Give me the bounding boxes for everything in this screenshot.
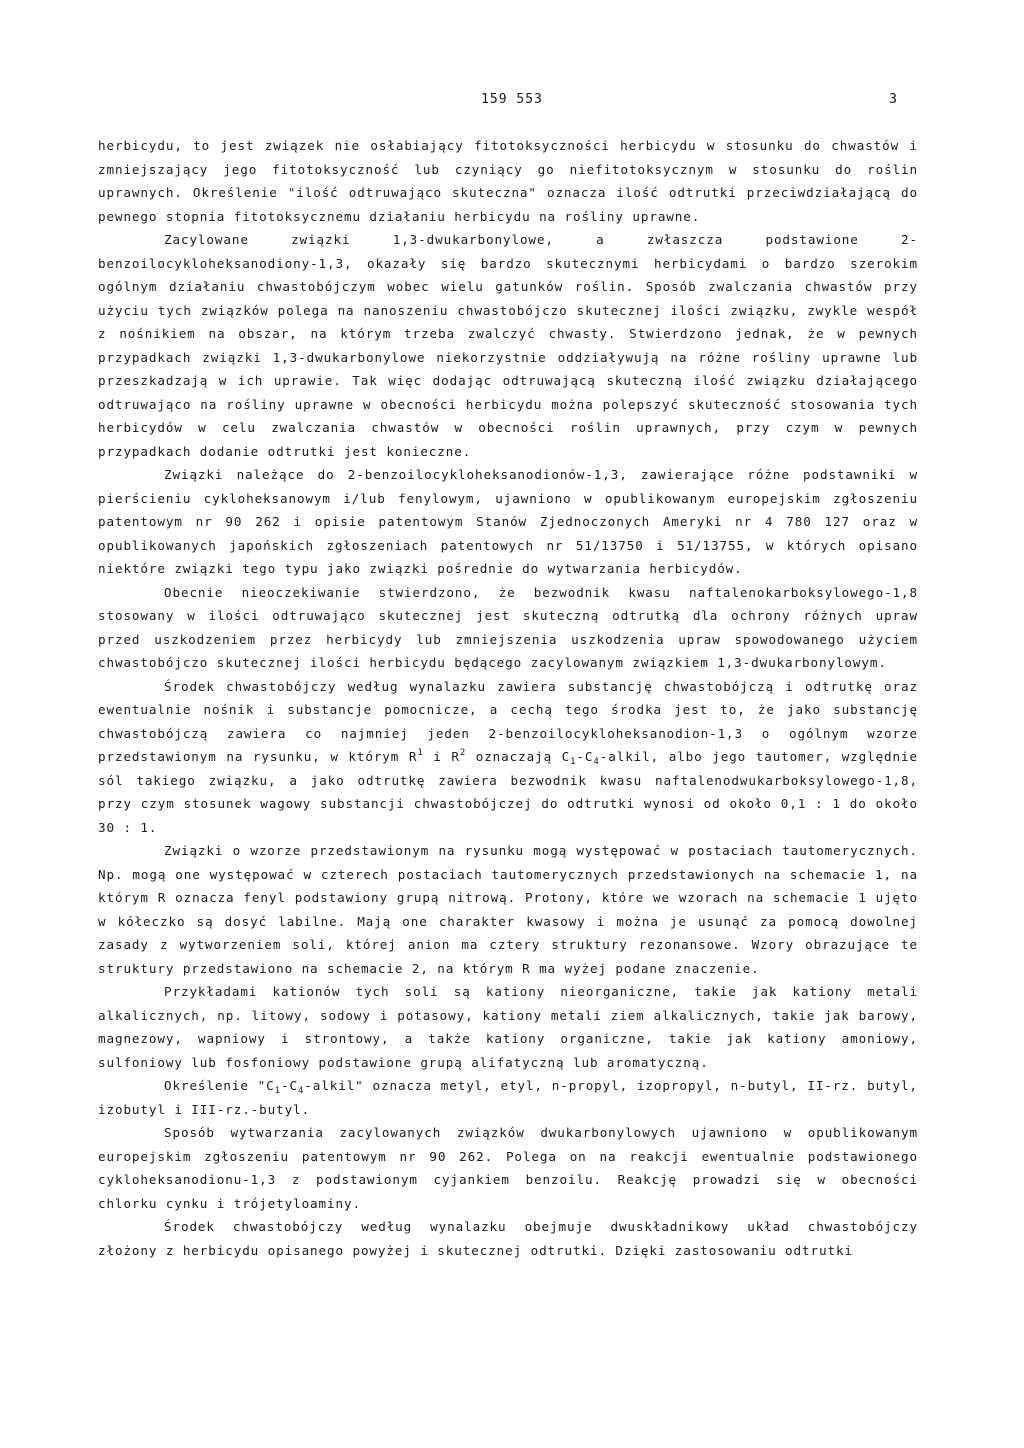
patent-number: 159 553 [481, 92, 543, 107]
text-run: -C [576, 749, 594, 764]
text-run: Określenie "C [164, 1078, 275, 1093]
paragraph: Związki o wzorze przedstawionym na rysunku mogą występować w postaciach tautomerycznych. Np. mogą one występować w czterech postaciach tautomerycznych przedstawionych na schemacie 1, na którym R oznacza fenyl podstawiony grupą nitrową. Protony, które we wzorach na schemacie 1 ujęto w kółeczko są dosyć labilne. Mają one charakter kwasowy i można je usunąć za pomocą dowolnej zasady z wytworzeniem soli, której anion ma cztery struktury rezonansowe. Wzory obrazujące te struktury przedstawiono na schemacie 2, na którym R ma wyżej podane znaczenie. [98, 843, 918, 976]
paragraph: Obecnie nieoczekiwanie stwierdzono, że bezwodnik kwasu naftalenokarboksylowego-1,8 stosowany w ilości odtruwająco skutecznej jest skuteczną odtrutką dla ochrony różnych upraw przed uszkodzeniem przez herbicydy lub zmniejszenia uszkodzenia upraw spowodowanego użyciem chwastobójczo skutecznej ilości herbicydu będącego zacylowanym związkiem 1,3-dwukarbonylowym. [98, 584, 918, 670]
paragraph: Przykładami kationów tych soli są kationy nieorganiczne, takie jak kationy metali alkalicznych, np. litowy, sodowy i potasowy, kationy metali ziem alkalicznych, takie jak barowy, magnezowy, wapniowy i strontowy, a także kationy organiczne, takie jak kationy amoniowy, sulfoniowy lub fosfoniowy podstawione grupą alifatyczną lub aromatyczną. [98, 984, 918, 1070]
paragraph: Środek chwastobójczy według wynalazku obejmuje dwuskładnikowy układ chwastobójczy złożony z herbicydu opisanego powyżej i skutecznej odtrutki. Dzięki zastosowaniu odtrutki [98, 1219, 918, 1258]
subscript: 4 [593, 757, 600, 767]
paragraph: Sposób wytwarzania zacylowanych związków dwukarbonylowych ujawniono w opublikowanym europejskim zgłoszeniu patentowym nr 90 262. Polega on na reakcji ewentualnie podstawionego cykloheksanodionu-1,3 z podstawionym cyjankiem benzoilu. Reakcję prowadzi się w obecności chlorku cynku i trójetyloaminy. [98, 1125, 918, 1211]
paragraph [98, 675, 918, 840]
text-run: Środek chwastobójczy według wynalazku zawiera substancję chwastobójczą i odtrutkę oraz ewentualnie nośnik i substancje pomocnicze, a cechą tego środka jest to, że jako substancję chwastobójczą zawiera co najmniej jeden 2-benzoilocykloheksanodion-1,3 o ogólnym wzorze przedstawionym na rysunku, w którym R [98, 678, 918, 764]
text-run: i R [423, 749, 460, 764]
paragraph: Związki należące do 2-benzoilocykloheksanodionów-1,3, zawierające różne podstawniki w pierścieniu cykloheksanowym i/lub fenylowym, ujawniono w opublikowanym europejskim zgłoszeniu patentowym nr 90 262 i opisie patentowym Stanów Zjednoczonych Ameryki nr 4 780 127 oraz w opublikowanych japońskich zgłoszeniach patentowych nr 51/13750 i 51/13755, w których opisano niektóre związki tego typu jako związki pośrednie do wytwarzania herbicydów. [98, 467, 918, 576]
body-text [98, 134, 918, 1262]
subscript: 4 [297, 1086, 305, 1096]
paragraph: Zacylowane związki 1,3-dwukarbonylowe, a zwłaszcza podstawione 2-benzoilocykloheksanodiony-1,3, okazały się bardzo skutecznymi herbicydami o bardzo szerokim ogólnym działaniu chwastobójczym wobec wielu gatunków roślin. Sposób zwalczania chwastów przy użyciu tych związków polega na nanoszeniu chwastobójczo skutecznej ilości związku, zwykle wespół z nośnikiem na obszar, na którym trzeba zwalczyć chwasty. Stwierdzono jednak, że w pewnych przypadkach związki 1,3-dwukarbonylowe niekorzystnie oddziaływują na różne rośliny uprawne lub przeszkadzają w ich uprawie. Tak więc dodając odtruwającą skuteczną ilość związku działającego odtruwająco na rośliny uprawne w obecności herbicydu można polepszyć skuteczność stosowania tych herbicydów w celu zwalczania chwastów w obecności roślin uprawnych, przy czym w pewnych przypadkach dodanie odtrutki jest konieczne. [98, 232, 918, 459]
superscript: 2 [459, 748, 467, 758]
subscript: 1 [570, 757, 577, 767]
text-run: -C [280, 1078, 298, 1093]
text-run: -alkil, albo jego tautomer, względnie sól takiego związku, a jako odtrutkę zawiera bezwodnik kwasu naftalenodwukarboksylowego-1,8, przy czym stosunek wagowy substancji chwastobójczej do odtrutki wynosi od około 0,1 : 1 do około 30 : 1. [98, 749, 918, 835]
page-number: 3 [889, 92, 897, 107]
text-run: oznaczają C [466, 749, 571, 764]
superscript: 1 [417, 748, 424, 758]
text-run: -alkil" oznacza metyl, etyl, n-propyl, izopropyl, n-butyl, II-rz. butyl, izobutyl i III-rz.-butyl. [98, 1078, 918, 1117]
subscript: 1 [274, 1086, 281, 1096]
paragraph: herbicydu, to jest związek nie osłabiający fitotoksyczności herbicydu w stosunku do chwastów i zmniejszający jego fitotoksyczność lub czyniący go niefitotoksycznym w stosunku do roślin uprawnych. Określenie "ilość odtruwająco skuteczna" oznacza ilość odtrutki przeciwdziałającą do pewnego stopnia fitotoksycznemu działaniu herbicydu na rośliny uprawne. [98, 138, 918, 224]
paragraph [98, 1074, 918, 1121]
